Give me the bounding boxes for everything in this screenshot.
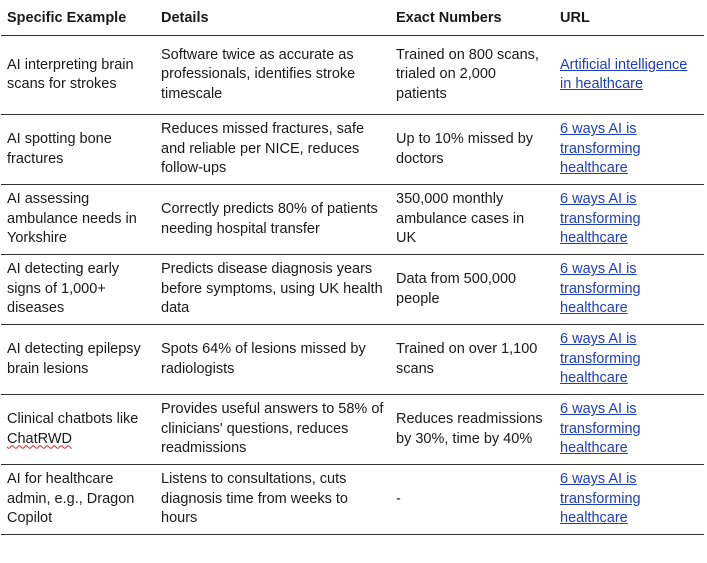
header-url: URL [554, 0, 704, 36]
cell-details: Predicts disease diagnosis years before symptoms, using UK health data [155, 255, 390, 325]
cell-details: Provides useful answers to 58% of clinicians' questions, reduces readmissions [155, 395, 390, 465]
table-row [1, 395, 704, 465]
cell-example: AI assessing ambulance needs in Yorkshire [1, 185, 155, 255]
cell-numbers: Data from 500,000 people [390, 255, 554, 325]
cell-details: Correctly predicts 80% of patients needing hospital transfer [155, 185, 390, 255]
cell-details: Reduces missed fractures, safe and reliable per NICE, reduces follow-ups [155, 115, 390, 185]
source-link[interactable]: 6 ways AI is transforming healthcare [560, 471, 641, 527]
example-text: Clinical chatbots like [7, 411, 139, 427]
source-link[interactable]: 6 ways AI is transforming healthcare [560, 331, 641, 387]
table-row [1, 255, 704, 325]
cell-url [554, 465, 704, 535]
source-link[interactable]: Artificial intelligence in healthcare [560, 56, 688, 92]
table-row [1, 185, 704, 255]
cell-url [554, 395, 704, 465]
cell-details: Listens to consultations, cuts diagnosis time from weeks to hours [155, 465, 390, 535]
cell-example: AI interpreting brain scans for strokes [1, 36, 155, 115]
table-row [1, 36, 704, 115]
cell-numbers: Up to 10% missed by doctors [390, 115, 554, 185]
cell-details: Software twice as accurate as professionals, identifies stroke timescale [155, 36, 390, 115]
cell-url [554, 185, 704, 255]
spellcheck-flagged-word: ChatRWD [7, 430, 72, 447]
cell-example: AI for healthcare admin, e.g., Dragon Copilot [1, 465, 155, 535]
cell-numbers: Trained on over 1,100 scans [390, 325, 554, 395]
cell-numbers: Reduces readmissions by 30%, time by 40% [390, 395, 554, 465]
source-link[interactable]: 6 ways AI is transforming healthcare [560, 401, 641, 457]
table-row [1, 325, 704, 395]
cell-example: AI detecting epilepsy brain lesions [1, 325, 155, 395]
header-exact-numbers: Exact Numbers [390, 0, 554, 36]
header-specific-example: Specific Example [1, 0, 155, 36]
cell-example: AI detecting early signs of 1,000+ diseases [1, 255, 155, 325]
cell-details: Spots 64% of lesions missed by radiologists [155, 325, 390, 395]
cell-url [554, 255, 704, 325]
source-link[interactable]: 6 ways AI is transforming healthcare [560, 261, 641, 317]
cell-url [554, 36, 704, 115]
cell-url [554, 325, 704, 395]
cell-url [554, 115, 704, 185]
cell-numbers: Trained on 800 scans, trialed on 2,000 patients [390, 36, 554, 115]
cell-example [1, 395, 155, 465]
table-row [1, 465, 704, 535]
cell-numbers: - [390, 465, 554, 535]
cell-numbers: 350,000 monthly ambulance cases in UK [390, 185, 554, 255]
table-header-row [1, 0, 704, 36]
ai-healthcare-examples-table [1, 0, 704, 535]
source-link[interactable]: 6 ways AI is transforming healthcare [560, 121, 641, 177]
header-details: Details [155, 0, 390, 36]
source-link[interactable]: 6 ways AI is transforming healthcare [560, 191, 641, 247]
table-row [1, 115, 704, 185]
cell-example: AI spotting bone fractures [1, 115, 155, 185]
